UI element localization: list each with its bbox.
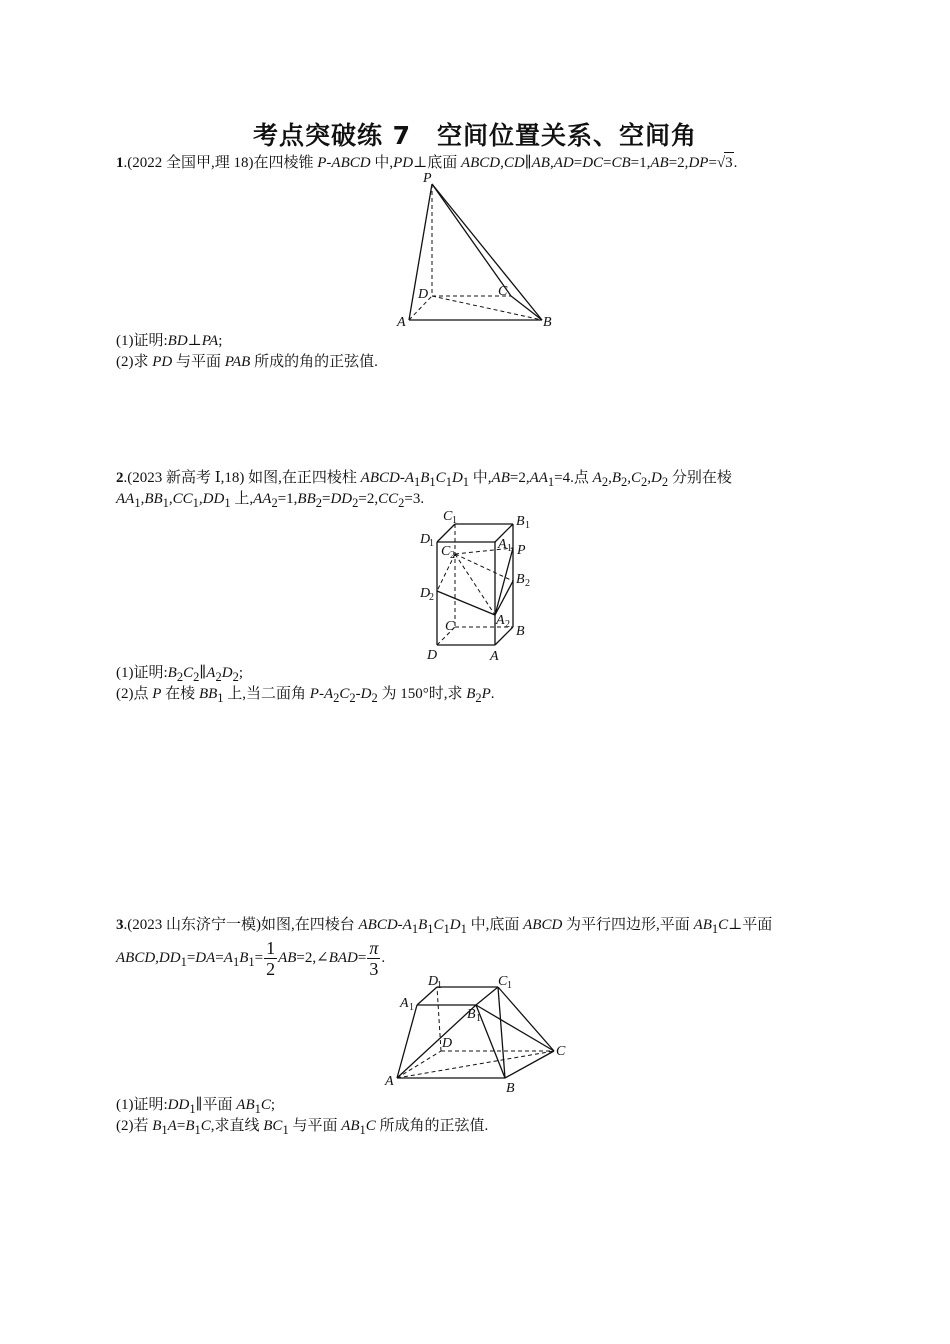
sqrt-radicand: 3 — [724, 152, 734, 173]
label-D2: D — [420, 586, 431, 601]
svg-text:1: 1 — [452, 515, 457, 526]
edge-B1C1 — [476, 987, 498, 1005]
seg-AB1 — [397, 1005, 476, 1078]
problem-1-part-2: (2)求 PD 与平面 PAB 所成的角的正弦值. — [116, 354, 378, 370]
problem-2-statement-line-1: 2.(2023 新高考 Ⅰ,18) 如图,在正四棱柱 ABCD-$A_1B_1C_1D_1$ 中$,AB=2,AA_1=4$.点 $A_2,B_2,C_2,D_2$ 分别在棱 — [116, 470, 732, 489]
label-D1: D — [428, 974, 439, 989]
label-B1: B — [516, 514, 525, 529]
edge-PC — [432, 184, 511, 296]
svg-text:1: 1 — [525, 520, 530, 531]
figure-1-pyramid — [390, 168, 570, 333]
svg-text:1: 1 — [437, 980, 442, 991]
label-B2: B — [516, 572, 525, 587]
label-A: A — [397, 315, 406, 330]
label-B: B — [506, 1081, 515, 1096]
label-D: D — [442, 1036, 453, 1051]
problem-3-part-2: (2)若 $B_1A=B_1C$,求直线 $BC_1$ 与平面 $AB_1C$ 所成角的正弦值. — [116, 1118, 489, 1137]
seg-D2A2 — [437, 591, 495, 615]
problem-1-statement: 1.(2022 全国甲,理 18)在四棱锥 P-ABCD 中,PD⊥底面 ABCD,CD∥AB,AD=DC=CB=1,AB=2,DP=√3. — [116, 152, 737, 173]
label-C2: C — [441, 544, 451, 559]
figure-3-frustum — [380, 975, 580, 1100]
problem-2-statement-line-2: $AA_1,BB_1,CC_1,DD_1$ 上$,AA_2=1,BB_2=DD_2=2,CC_2=3$. — [116, 491, 425, 510]
problem-2-part-2: (2)点 P 在棱 $BB_1$ 上,当二面角 $P-A_2C_2-D_2$ 为 150°时,求 $B_2P$. — [116, 686, 495, 705]
fraction-one-half: $\frac{1}{2}$ — [266, 938, 276, 980]
label-C1: C — [443, 509, 453, 524]
label-B: B — [543, 315, 552, 330]
label-D: D — [418, 287, 429, 302]
label-D1: D — [420, 532, 431, 547]
label-P: P — [517, 543, 526, 558]
page-title: 考点突破练 7 空间位置关系、空间角 — [252, 121, 698, 150]
seg-PA2 — [495, 548, 513, 615]
problem-3-statement-line-1: 3.(2023 山东济宁一模)如图,在四棱台 ABCD-$A_1B_1C_1D_1$ 中,底面 ABCD 为平行四边形,平面 $AB_1C\perp$平面 — [116, 917, 773, 936]
svg-text:1: 1 — [409, 1002, 414, 1013]
label-B: B — [516, 624, 525, 639]
svg-text:1: 1 — [476, 1013, 481, 1024]
label-C1: C — [498, 974, 508, 989]
problem-3-statement-line-2: $ABCD,DD_1=DA=A_1B_1=$ $\frac{1}{2}$ AB=2,∠BAD= $\frac{\pi}{3}$ . — [116, 938, 386, 980]
fraction-pi-over-3: $\frac{\pi}{3}$ — [369, 938, 379, 980]
label-A1: A — [498, 537, 507, 552]
svg-text:2: 2 — [505, 619, 510, 630]
label-A: A — [490, 649, 499, 664]
label-A: A — [385, 1074, 394, 1089]
edge-CC1 — [498, 987, 554, 1051]
figure-2-prism — [415, 505, 545, 665]
svg-text:1: 1 — [507, 980, 512, 991]
label-C: C — [498, 284, 508, 299]
svg-text:1: 1 — [507, 543, 512, 554]
problem-2-part-1: (1)证明$:B_2C_2\parallel A_2D_2$; — [116, 665, 243, 684]
label-A1: A — [400, 996, 409, 1011]
svg-text:2: 2 — [429, 592, 434, 603]
label-C: C — [445, 619, 455, 634]
seg-B1C — [476, 1005, 554, 1051]
label-C: C — [556, 1044, 566, 1059]
seg-A2B2 — [495, 581, 513, 615]
edge-CB — [511, 296, 542, 320]
edge-A1D1 — [417, 987, 437, 1005]
label-P: P — [423, 171, 432, 186]
svg-text:2: 2 — [450, 550, 455, 561]
label-D: D — [427, 648, 438, 663]
problem-1-part-1: (1)证明:BD⊥PA; — [116, 333, 223, 349]
label-B1: B — [467, 1007, 476, 1022]
svg-text:2: 2 — [525, 578, 530, 589]
edge-DD1 — [437, 987, 441, 1051]
svg-text:1: 1 — [429, 538, 434, 549]
edge-AA1 — [397, 1005, 417, 1078]
edge-D1C1 — [437, 524, 455, 542]
problem-3-part-1: (1)证明$:DD_1\parallel$平面 $AB_1C$; — [116, 1097, 276, 1116]
sqrt-symbol: √ — [716, 155, 726, 171]
edge-AB — [495, 627, 513, 645]
label-A2: A — [496, 613, 505, 628]
